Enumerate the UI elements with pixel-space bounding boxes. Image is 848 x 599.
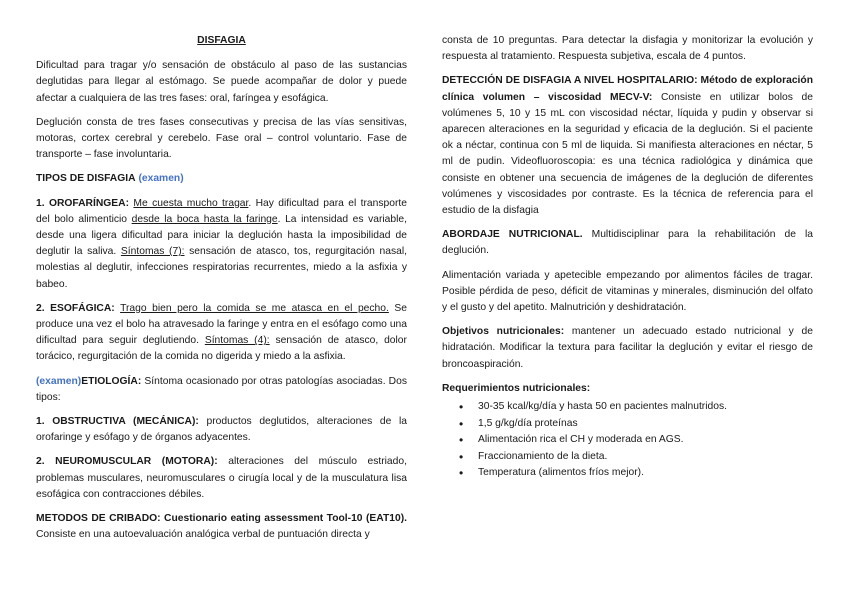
esofagica-paragraph — [36, 301, 407, 366]
intro-paragraph-2: Deglución consta de tres fases consecutivas y precisa de las vías sensitivas, motoras, cortex cerebral y cerebelo. Fase oral – control voluntario. Fase de transporte – fase involuntaria. — [36, 116, 407, 161]
list-item: • 30-35 kcal/kg/día y hasta 50 en pacientes malnutridos. — [478, 399, 813, 416]
neuromuscular-text: alteraciones del músculo estriado, problemas musculares, neuromusculares o cirugía local y de la musculatura lisa esofágica con contracciones débiles. — [36, 456, 407, 500]
orofaringea-label: 1. OROFARÍNGEA: — [36, 197, 130, 209]
abordaje-text: Multidisciplinar para la rehabilitación de la deglución. — [442, 229, 813, 257]
neuromuscular-label: 2. NEUROMUSCULAR (MOTORA): — [36, 456, 218, 468]
esofagica-text: Se produce una vez el bolo ha atravesado la faringe y entra en el esófago como una dificultad para seguir deglutiendo. — [36, 302, 407, 347]
obstructiva-label: 1. OBSTRUCTIVA (MECÁNICA): — [36, 416, 199, 428]
esofagica-quote: Trago bien pero la comida se me atasca en el pecho. — [120, 302, 389, 314]
orofaringea-paragraph — [36, 196, 407, 293]
requerimientos-label: Requerimientos nutricionales: — [442, 382, 591, 394]
objetivos-text: mantener un adecuado estado nutricional y de hidratación. Modificar la textura para facilitar la deglución y evitar el riesgo de broncoaspiración. — [442, 326, 813, 370]
orofaringea-text-1: . Hay dificultad para el transporte del bolo alimenticio — [36, 197, 407, 225]
list-item: • Alimentación rica el CH y moderada en AGS. — [478, 432, 813, 449]
orofaringea-quote: Me cuesta mucho tragar — [133, 197, 249, 209]
esofagica-sintomas-label: Síntomas (4): — [204, 335, 270, 347]
exam-tag: (examen) — [138, 173, 184, 185]
obstructiva-text: productos deglutidos, alteraciones de la orofaringe y esófago y de órganos adyacentes. — [36, 416, 407, 444]
list-item: • Temperatura (alimentos fríos mejor). — [478, 465, 813, 482]
deteccion-paragraph — [442, 73, 813, 219]
deteccion-text: Consiste en utilizar bolos de volúmenes 5, 10 y 15 mL con viscosidad néctar, líquida y pudin y observar si aparecen alteraciones en la seguridad y eficacia de la deglución. Si el paciente ok a néctar, continua con 5 ml de liquida. Si manifiesta alteraciones en néctar, 5 ml de pudin. Videofluoroscopia: es una técnica radiológica y dinámica que consiste en obtener una secuencia de imágenes de la deglución de diferentes volúmenes y viscosidades por contraste. Es la técnica de referencia para el estudio de la disfagia — [442, 91, 813, 217]
tipos-heading — [36, 171, 407, 187]
objetivos-label: Objetivos nutricionales: — [442, 326, 565, 338]
page-title: DISFAGIA — [197, 35, 246, 46]
requerimientos-list — [442, 399, 813, 482]
orofaringea-sintomas-text: sensación de atasco, tos, regurgitación nasal, molestias al deglutir, infecciones respiratorias recurrentes, miedo a la asfixia y babeo. — [36, 246, 407, 290]
obstructiva-paragraph — [36, 414, 407, 446]
cribado-text: Consiste en una autoevaluación analógica verbal de puntuación directa y — [36, 529, 370, 541]
cribado-label: METODOS DE CRIBADO: Cuestionario eating assessment Tool-10 (EAT10). — [36, 513, 407, 525]
objetivos-paragraph — [442, 324, 813, 373]
orofaringea-text-2: . La intensidad es variable, desde una ligera dificultad para iniciar la deglución hasta la imposibilidad de deglutir la saliva. — [36, 213, 408, 258]
cribado-continuation: consta de 10 preguntas. Para detectar la disfagia y monitorizar la evolución y respuesta al tratamiento. Respuesta subjetiva, escala de 4 puntos. — [442, 35, 813, 63]
list-item: • Fraccionamiento de la dieta. — [478, 449, 813, 466]
requerimientos-heading — [442, 381, 813, 397]
deteccion-label: DETECCIÓN DE DISFAGIA A NIVEL HOSPITALARIO: Método de exploración clínica volumen – viscosidad MECV-V: — [442, 75, 813, 103]
orofaringea-underline: desde la boca hasta la faringe — [131, 213, 278, 225]
abordaje-paragraph — [442, 227, 813, 259]
intro-paragraph-1: Dificultad para tragar y/o sensación de obstáculo al paso de las sustancias deglutidas para llegar al estómago. Se puede acompañar de dolor y puede afectar a cualquiera de las tres fases: oral, faríngea y esofágica. — [36, 60, 407, 104]
neuromuscular-paragraph — [36, 454, 407, 503]
abordaje-label: ABORDAJE NUTRICIONAL. — [442, 229, 583, 241]
esofagica-sintomas-text: sensación de atasco, dolor torácico, regurgitación de la comida no digerida y miedo a la asfixia. — [36, 335, 407, 363]
cribado-paragraph — [36, 511, 407, 543]
etiologia-label: ETIOLOGÍA: — [81, 375, 142, 387]
orofaringea-sintomas-label: Síntomas (7): — [120, 246, 185, 258]
esofagica-label: 2. ESOFÁGICA: — [36, 302, 115, 314]
etiologia-paragraph — [36, 374, 407, 406]
tipos-heading-text: TIPOS DE DISFAGIA — [36, 173, 136, 185]
right-column — [442, 33, 813, 482]
etiologia-text: Síntoma ocasionado por otras patologías asociadas. Dos tipos: — [36, 375, 407, 403]
etiologia-exam-tag: (examen) — [36, 375, 82, 387]
alimentacion-paragraph: Alimentación variada y apetecible empezando por alimentos fáciles de tragar. Posible pérdida de peso, déficit de vitaminas y minerales, disminución del olfato y el gusto y del apetito. Malnutrición y deshidratación. — [442, 269, 813, 314]
left-column — [36, 33, 407, 551]
list-item: • 1,5 g/kg/día proteínas — [478, 416, 813, 433]
